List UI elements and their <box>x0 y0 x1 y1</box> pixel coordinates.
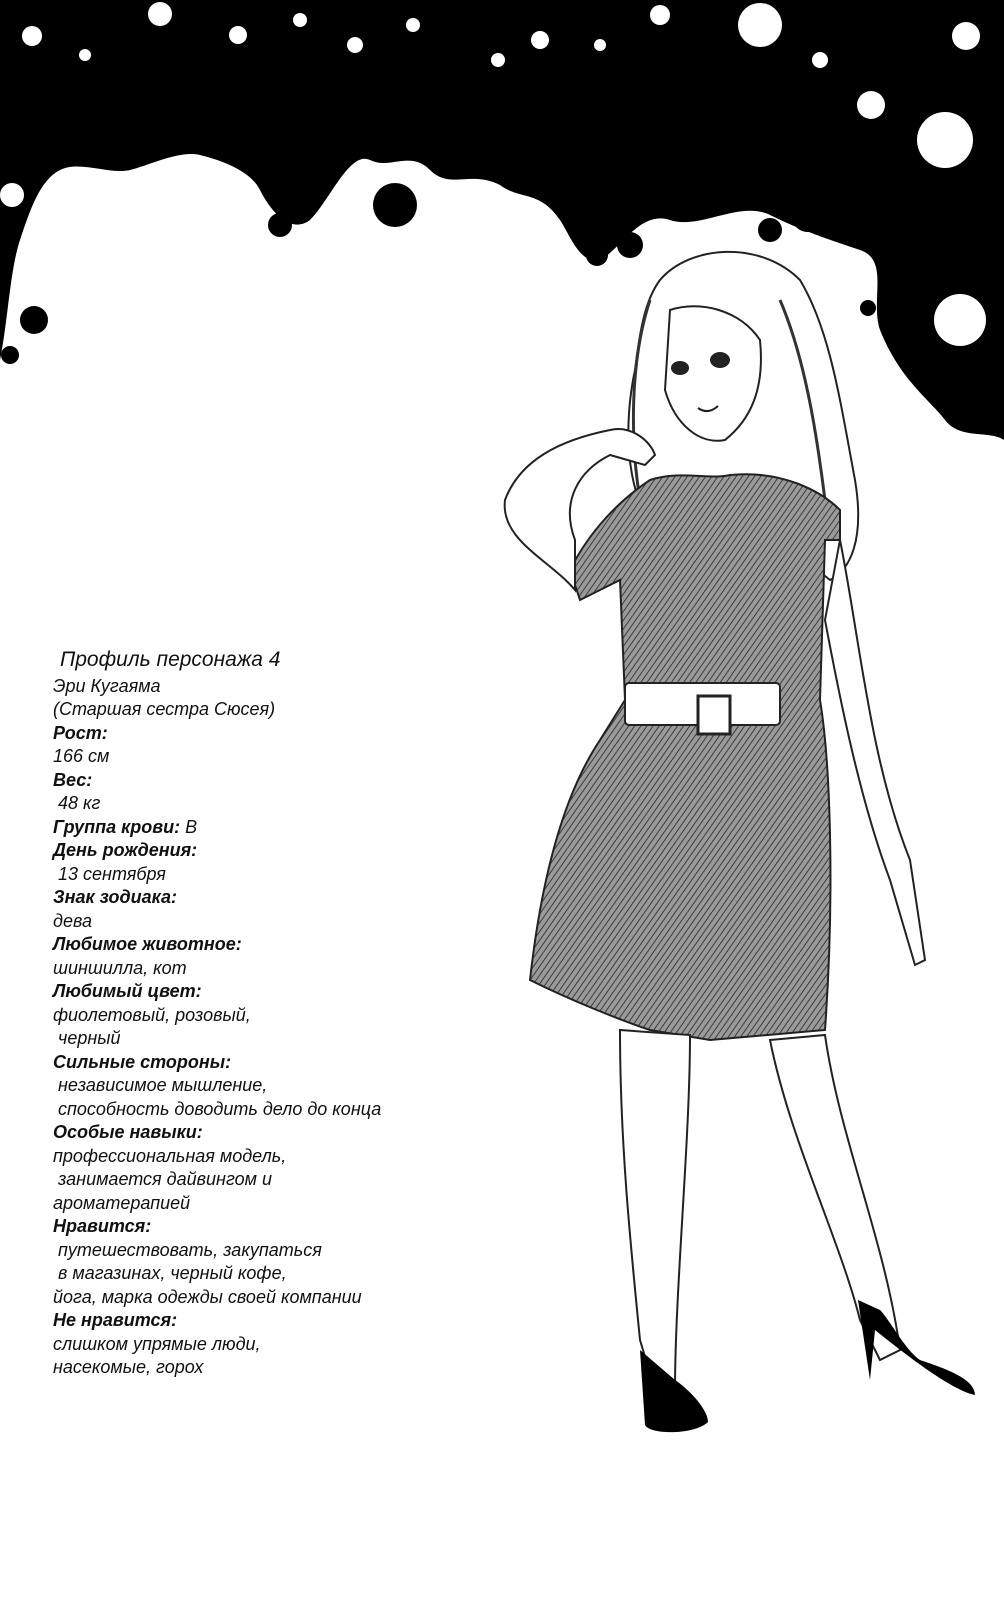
field-value: слишком упрямые люди, <box>53 1333 261 1354</box>
profile-title: Профиль персонажа 4 <box>60 648 281 671</box>
profile-field-label <box>53 1051 473 1075</box>
field-inline-value: B <box>180 816 198 837</box>
character-illustration <box>480 240 1000 1470</box>
profile-fields <box>53 722 473 1380</box>
left-eye <box>671 361 689 375</box>
field-value: насекомые, горох <box>53 1357 204 1377</box>
character-profile <box>53 648 473 1380</box>
field-label: Не нравится: <box>53 1310 178 1330</box>
field-label: Любимый цвет: <box>53 981 202 1001</box>
field-value: ароматерапией <box>53 1192 191 1213</box>
field-value: шиншилла, кот <box>53 957 187 978</box>
lowered-arm <box>825 540 925 965</box>
profile-field-label <box>53 980 473 1004</box>
field-value: фиолетовый, розовый, <box>53 1004 251 1025</box>
field-label: Сильные стороны: <box>53 1051 232 1072</box>
profile-field-label <box>53 839 473 863</box>
left-leg <box>620 1030 690 1390</box>
character-relation: (Старшая сестра Сюсея) <box>53 699 276 719</box>
field-label: Любимое животное: <box>53 934 242 954</box>
field-value: 48 кг <box>53 793 101 813</box>
field-value: йога, марка одежды своей компании <box>53 1286 362 1307</box>
field-value: независимое мышление, <box>53 1075 268 1095</box>
field-value: профессиональная модель, <box>53 1145 287 1166</box>
character-name: Эри Кугаяма <box>53 675 161 696</box>
dress <box>530 474 840 1040</box>
belt-buckle <box>698 696 730 734</box>
profile-field-label <box>53 1309 473 1333</box>
field-value: 13 сентября <box>53 863 166 884</box>
profile-field-label <box>53 816 473 840</box>
field-label: Рост: <box>53 722 108 743</box>
profile-field-label <box>53 1121 473 1145</box>
profile-field-label <box>53 933 473 957</box>
field-value: в магазинах, черный кофе, <box>53 1263 287 1283</box>
profile-field-label <box>53 886 473 910</box>
field-label: Особые навыки: <box>53 1122 203 1142</box>
profile-field-label <box>53 1215 473 1239</box>
profile-field-label <box>53 722 473 746</box>
field-value: дева <box>53 910 92 931</box>
field-value: 166 см <box>53 746 110 766</box>
field-label: Вес: <box>53 769 93 790</box>
field-value: способность доводить дело до конца <box>53 1098 382 1119</box>
field-value: занимается дайвингом и <box>53 1169 272 1189</box>
field-value: черный <box>53 1028 121 1048</box>
field-label: Знак зодиака: <box>53 887 177 907</box>
field-value: путешествовать, закупаться <box>53 1239 322 1260</box>
field-label: День рождения: <box>53 840 198 860</box>
field-label: Нравится: <box>53 1216 152 1236</box>
right-eye <box>710 352 730 368</box>
profile-field-label <box>53 769 473 793</box>
field-label: Группа крови: <box>53 816 181 837</box>
